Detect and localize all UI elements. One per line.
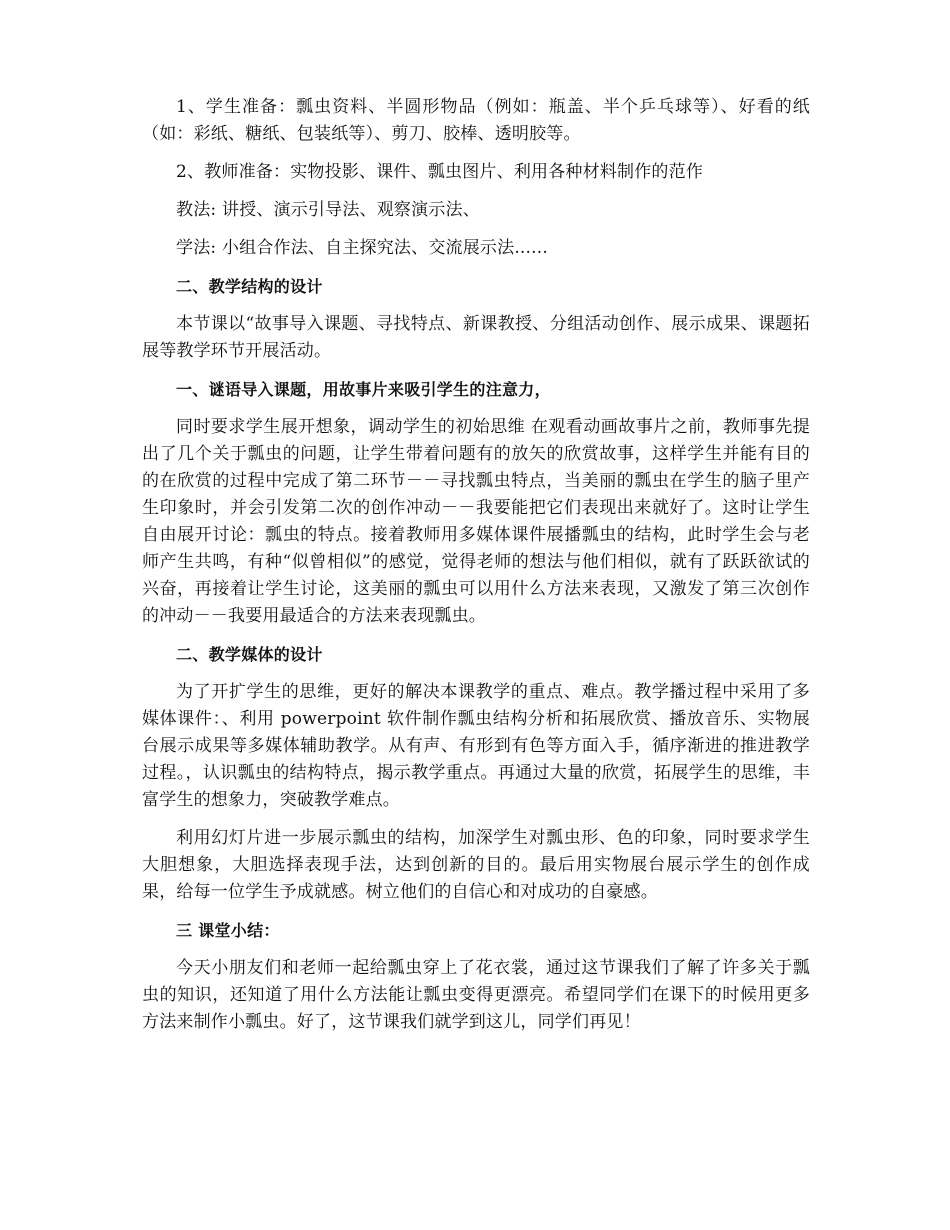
paragraph-learning-method: 学法: 小组合作法、自主探究法、交流展示法......: [176, 238, 548, 258]
paragraph-summary: 今天小朋友们和老师一起给瓢虫穿上了花衣裳，通过这节课我们了解了许多关于瓢虫的知识，还知道了用什么方法能让瓢虫变得更漂亮。希望同学们在课下的时候用更多方法来制作小瓢虫。好了，这节课我们就学到这儿，同学们再见！: [142, 958, 810, 1032]
paragraph-teacher-prep: 2、教师准备：实物投影、课件、瓢虫图片、利用各种材料制作的范作: [176, 162, 704, 182]
document-body: [142, 94, 810, 1047]
paragraph-multimedia: 为了开扩学生的思维，更好的解决本课教学的重点、难点。教学播过程中采用了多媒体课件：、利用 powerpoint 软件制作瓢虫结构分析和拓展欣赏、播放音乐、实物展台展示成果等多媒体辅助教学。从有声、有形到有色等方面入手，循序渐进的推进教学过程。，认识瓢虫的结构特点，揭示教学重点。再通过大量的欣赏，拓展学生的思维，丰富学生的想象力，突破教学难点。: [142, 682, 810, 810]
heading-class-summary: 三 课堂小结：: [176, 921, 280, 940]
paragraph-lesson-overview: 本节课以“故事导入课题、寻找特点、新课教授、分组活动创作、展示成果、课题拓展等教学环节开展活动。: [142, 314, 810, 361]
heading-riddle-intro: 一、谜语导入课题，用故事片来吸引学生的注意力，: [176, 380, 551, 399]
heading-teaching-media: 二、教学媒体的设计: [176, 645, 323, 664]
paragraph-teaching-method: 教法: 讲授、演示引导法、观察演示法、: [176, 200, 480, 220]
heading-teaching-structure: 二、教学结构的设计: [176, 277, 323, 296]
paragraph-slides: 利用幻灯片进一步展示瓢虫的结构，加深学生对瓢虫形、色的印象，同时要求学生大胆想象，大胆选择表现手法，达到创新的目的。最后用实物展台展示学生的创作成果，给每一位学生予成就感。树立他们的自信心和对成功的自豪感。: [142, 828, 810, 902]
paragraph-imagination: 同时要求学生展开想象，调动学生的初始思维 在观看动画故事片之前，教师事先提出了几个关于瓢虫的问题，让学生带着问题有的放矢的欣赏故事，这样学生并能有目的的在欣赏的过程中完成了第二环节－－寻找瓢虫特点，当美丽的瓢虫在学生的脑子里产生印象时，并会引发第二次的创作冲动－－我要能把它们表现出来就好了。这时让学生自由展开讨论：瓢虫的特点。接着教师用多媒体课件展播瓢虫的结构，此时学生会与老师产生共鸣，有种“似曾相似”的感觉，觉得老师的想法与他们相似，就有了跃跃欲试的兴奋，再接着让学生讨论，这美丽的瓢虫可以用什么方法来表现，又激发了第三次创作的冲动－－我要用最适合的方法来表现瓢虫。: [142, 417, 810, 626]
paragraph-student-prep: 1、学生准备：瓢虫资料、半圆形物品（例如：瓶盖、半个乒乓球等）、好看的纸（如：彩纸、糖纸、包装纸等）、剪刀、胶棒、透明胶等。: [142, 97, 810, 144]
